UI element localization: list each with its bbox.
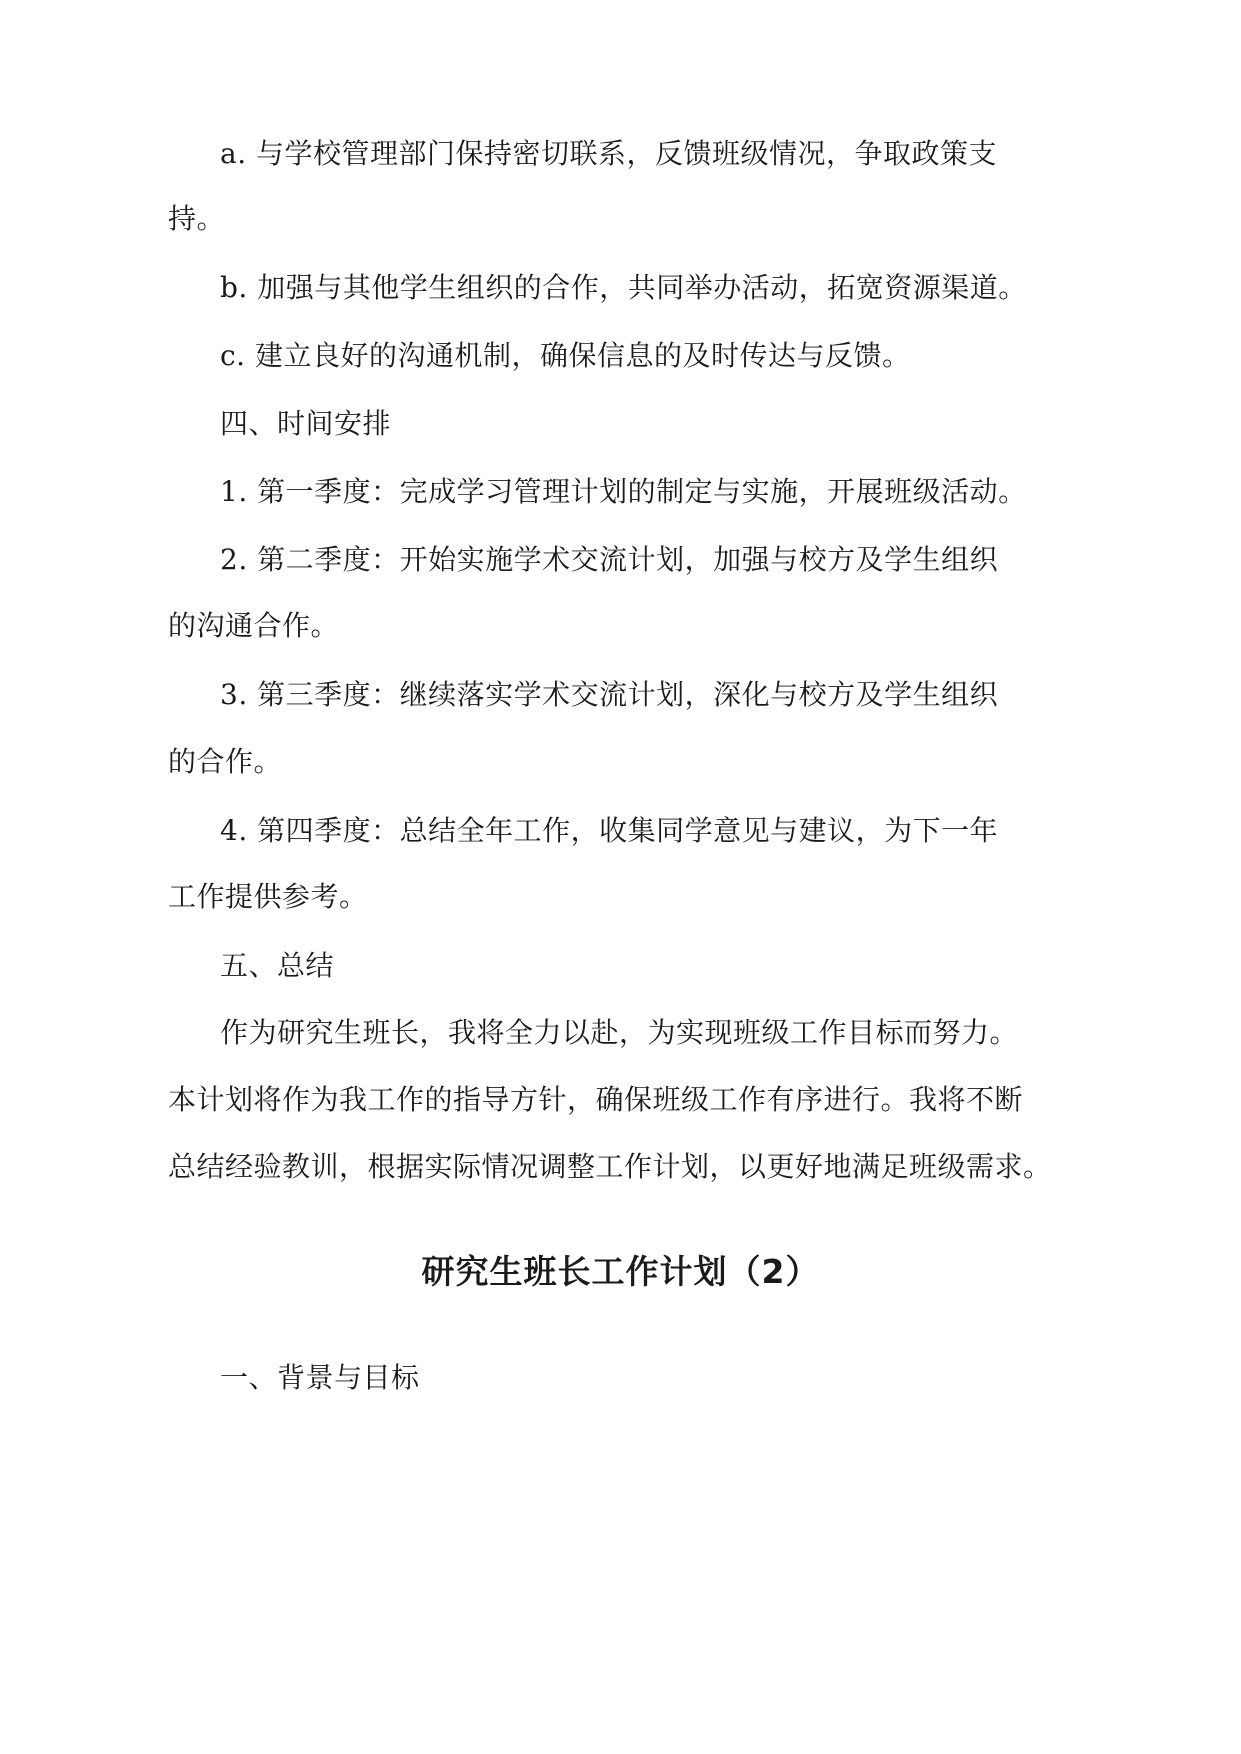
schedule-item-4-line-1: 4. 第四季度：总结全年工作，收集同学意见与建议，为下一年 xyxy=(220,814,999,847)
paragraph-a-line-2: 持。 xyxy=(168,202,226,235)
schedule-item-2-line-1: 2. 第二季度：开始实施学术交流计划，加强与校方及学生组织 xyxy=(220,543,999,576)
schedule-item-4-line-2: 工作提供参考。 xyxy=(168,880,368,913)
paragraph-c: c. 建立良好的沟通机制，确保信息的及时传达与反馈。 xyxy=(220,339,911,372)
document-2-section-heading-1: 一、背景与目标 xyxy=(220,1361,420,1394)
schedule-item-3-line-2: 的合作。 xyxy=(168,745,283,778)
document-2-title: 研究生班长工作计划（2） xyxy=(421,1252,820,1291)
summary-line-2: 本计划将作为我工作的指导方针，确保班级工作有序进行。我将不断 xyxy=(168,1083,1024,1116)
summary-line-1: 作为研究生班长，我将全力以赴，为实现班级工作目标而努力。 xyxy=(220,1016,1019,1049)
schedule-item-3-line-1: 3. 第三季度：继续落实学术交流计划，深化与校方及学生组织 xyxy=(220,678,999,711)
summary-line-3: 总结经验教训，根据实际情况调整工作计划，以更好地满足班级需求。 xyxy=(168,1150,1052,1183)
schedule-item-1: 1. 第一季度：完成学习管理计划的制定与实施，开展班级活动。 xyxy=(220,475,1027,508)
schedule-item-2-line-2: 的沟通合作。 xyxy=(168,609,340,642)
paragraph-b: b. 加强与其他学生组织的合作，共同举办活动，拓宽资源渠道。 xyxy=(220,271,1027,304)
section-heading-5: 五、总结 xyxy=(220,949,335,982)
paragraph-a-line-1: a. 与学校管理部门保持密切联系，反馈班级情况，争取政策支 xyxy=(220,137,997,170)
section-heading-4: 四、时间安排 xyxy=(220,407,392,440)
